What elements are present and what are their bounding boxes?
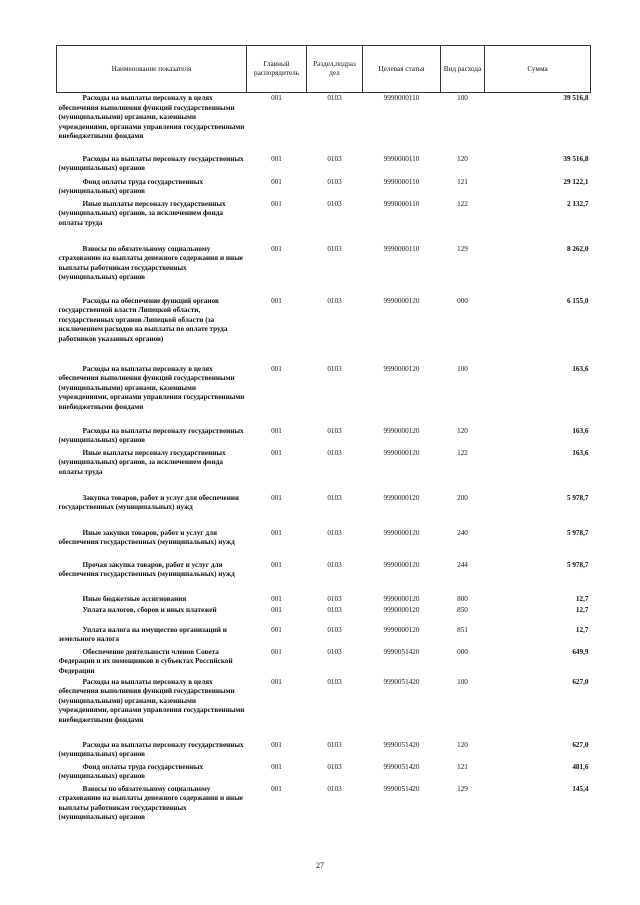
row-expense-type: 120 [457, 154, 468, 163]
row-expense-type: 100 [457, 94, 468, 102]
row-section: 0103 [327, 426, 342, 435]
row-name [57, 494, 247, 529]
row-name-text: Иные закупки товаров, работ и услуг для обеспечения государственных (муниципальных) нужд [58, 528, 235, 547]
row-amount: 163,6 [572, 364, 589, 373]
row-target-article: 9990051420 [383, 647, 420, 656]
row-amount: 2 132,7 [566, 199, 589, 208]
table-row [57, 785, 591, 825]
row-amount: 5 978,7 [566, 528, 589, 537]
row-section: 0103 [327, 296, 342, 305]
row-chief-manager: 001 [271, 493, 282, 502]
row-expense-type: 122 [457, 448, 468, 457]
row-target-article: 9990000120 [383, 594, 420, 603]
row-chief-manager: 001 [271, 426, 282, 435]
row-name [57, 178, 247, 200]
table-row [57, 678, 591, 741]
row-amount: 163,6 [572, 426, 589, 435]
table-row [57, 648, 591, 678]
table-row [57, 561, 591, 595]
row-name-text: Взносы по обязательному социальному страхованию на выплаты денежного содержания и иные выплаты работникам государственных (муниципальных) органов [58, 244, 244, 282]
row-name [57, 763, 247, 785]
row-chief-manager: 001 [271, 677, 282, 686]
table-row [57, 365, 591, 427]
row-name-text: Взносы по обязательному социальному страхованию на выплаты денежного содержания и иные выплаты работникам государственных (муниципальных) органов [58, 784, 244, 822]
row-name [57, 626, 247, 648]
row-target-article: 9990000110 [383, 177, 420, 186]
row-name-text: Расходы на выплаты персоналу государственных (муниципальных) органов [58, 740, 244, 759]
row-expense-type: 000 [457, 647, 468, 656]
row-expense-type: 000 [457, 296, 468, 305]
row-name [57, 365, 247, 427]
row-amount: 481,6 [572, 762, 589, 771]
table-row [57, 245, 591, 297]
row-expense-type: 100 [457, 364, 468, 373]
row-name [57, 785, 247, 825]
row-section: 0103 [327, 625, 342, 634]
row-section: 0103 [327, 244, 342, 253]
row-expense-type: 240 [457, 528, 468, 537]
row-name [57, 200, 247, 245]
row-section: 0103 [327, 528, 342, 537]
row-expense-type: 800 [457, 594, 468, 603]
row-chief-manager: 001 [271, 740, 282, 749]
row-name-text: Закупка товаров, работ и услуг для обеспечения государственных (муниципальных) нужд [58, 493, 239, 512]
row-amount: 39 516,8 [563, 94, 589, 102]
header-amount: Сумма [485, 46, 591, 93]
row-chief-manager: 001 [271, 784, 282, 793]
page-number: 27 [316, 861, 324, 870]
row-name [57, 678, 247, 741]
row-chief-manager: 001 [271, 625, 282, 634]
budget-table [56, 45, 591, 825]
row-name-text: Фонд оплаты труда государственных (муниципальных) органов [58, 762, 204, 781]
row-amount: 29 122,1 [563, 177, 589, 186]
row-section: 0103 [327, 154, 342, 163]
header-section-subsection: Раздел,подраз дел [307, 46, 363, 93]
row-target-article: 9990000120 [383, 364, 420, 373]
row-amount: 627,0 [572, 740, 589, 749]
row-expense-type: 122 [457, 199, 468, 208]
row-amount: 6 155,0 [566, 296, 589, 305]
table-row [57, 494, 591, 529]
row-name-text: Обеспечение деятельности членов Совета Федерации и их помощников в субъектах Российской Федерации [58, 647, 233, 675]
table-row [57, 763, 591, 785]
row-name-text: Прочая закупка товаров, работ и услуг для обеспечения государственных (муниципальных) нужд [58, 560, 235, 579]
row-target-article: 9990051420 [383, 784, 420, 793]
table-row [57, 200, 591, 245]
row-section: 0103 [327, 647, 342, 656]
row-section: 0103 [327, 677, 342, 686]
row-amount: 163,6 [572, 448, 589, 457]
row-expense-type: 851 [457, 625, 468, 634]
row-name [57, 93, 247, 155]
row-name-text: Расходы на выплаты персоналу в целях обеспечения выполнения функций государственными (муниципальными) органами, казенными учреждениями, органами управления государственными внебюджетными фондами [58, 94, 245, 141]
row-amount: 5 978,7 [566, 493, 589, 502]
row-expense-type: 100 [457, 677, 468, 686]
row-chief-manager: 001 [271, 244, 282, 253]
row-target-article: 9990000110 [383, 199, 420, 208]
row-amount: 39 516,8 [563, 154, 589, 163]
table-row [57, 178, 591, 200]
row-name [57, 245, 247, 297]
table-row [57, 427, 591, 449]
row-chief-manager: 001 [271, 560, 282, 569]
row-expense-type: 200 [457, 493, 468, 502]
row-target-article: 9990000110 [383, 94, 420, 102]
row-target-article: 9990000120 [383, 605, 420, 614]
row-name-text: Расходы на выплаты персоналу в целях обеспечения выполнения функций государственными (муниципальными) органами, казенными учреждениями, органами управления государственными внебюджетными фондами [58, 677, 245, 724]
row-target-article: 9990000120 [383, 426, 420, 435]
row-name [57, 297, 247, 365]
header-chief-manager: Главный распорядитель [247, 46, 307, 93]
row-section: 0103 [327, 493, 342, 502]
row-expense-type: 121 [457, 177, 468, 186]
table-row [57, 606, 591, 626]
row-target-article: 9990000120 [383, 296, 420, 305]
row-target-article: 9990051420 [383, 677, 420, 686]
row-section: 0103 [327, 605, 342, 614]
row-amount: 12,7 [575, 605, 589, 614]
row-name [57, 595, 247, 606]
row-name [57, 741, 247, 763]
row-section: 0103 [327, 784, 342, 793]
row-amount: 145,4 [572, 784, 589, 793]
row-section: 0103 [327, 177, 342, 186]
row-chief-manager: 001 [271, 94, 282, 102]
row-chief-manager: 001 [271, 605, 282, 614]
row-chief-manager: 001 [271, 647, 282, 656]
row-section: 0103 [327, 448, 342, 457]
header-indicator-name: Наименование показателя [57, 46, 247, 93]
row-target-article: 9990000120 [383, 560, 420, 569]
row-target-article: 9990000110 [383, 154, 420, 163]
row-name-text: Фонд оплаты труда государственных (муниципальных) органов [58, 177, 204, 196]
row-name [57, 427, 247, 449]
header-expense-type: Вид расхода [441, 46, 485, 93]
table-row [57, 529, 591, 561]
row-chief-manager: 001 [271, 762, 282, 771]
row-section: 0103 [327, 364, 342, 373]
row-amount: 5 978,7 [566, 560, 589, 569]
row-section: 0103 [327, 594, 342, 603]
row-expense-type: 129 [457, 784, 468, 793]
row-expense-type: 129 [457, 244, 468, 253]
row-section: 0103 [327, 560, 342, 569]
row-amount: 12,7 [575, 625, 589, 634]
row-name-text: Расходы на выплаты персоналу государственных (муниципальных) органов [58, 154, 244, 173]
row-name-text: Расходы на обеспечение функций органов государственной власти Липецкой области, государственных органов Липецкой области (за исключением расходов на выплаты по оплате труда работников указанных органов) [58, 296, 228, 343]
row-amount: 649,9 [572, 647, 589, 656]
table-header-row [57, 46, 591, 93]
row-target-article: 9990000120 [383, 448, 420, 457]
header-target-article: Целевая статья [363, 46, 441, 93]
row-amount: 12,7 [575, 594, 589, 603]
row-name [57, 561, 247, 595]
table-row [57, 741, 591, 763]
row-amount: 8 262,0 [566, 244, 589, 253]
row-name-text: Иные бюджетные ассигнования [82, 594, 187, 603]
row-expense-type: 120 [457, 740, 468, 749]
row-amount: 627,0 [572, 677, 589, 686]
row-chief-manager: 001 [271, 448, 282, 457]
row-target-article: 9990000120 [383, 528, 420, 537]
row-expense-type: 120 [457, 426, 468, 435]
row-chief-manager: 001 [271, 199, 282, 208]
row-chief-manager: 001 [271, 594, 282, 603]
row-expense-type: 850 [457, 605, 468, 614]
row-name [57, 449, 247, 494]
row-name-text: Иные выплаты персоналу государственных (муниципальных) органов, за исключением фонда оплаты труда [58, 448, 226, 476]
row-name-text: Расходы на выплаты персоналу государственных (муниципальных) органов [58, 426, 244, 445]
row-target-article: 9990051420 [383, 740, 420, 749]
row-section: 0103 [327, 94, 342, 102]
table-row [57, 297, 591, 365]
row-name [57, 155, 247, 178]
row-chief-manager: 001 [271, 364, 282, 373]
row-chief-manager: 001 [271, 154, 282, 163]
table-row [57, 449, 591, 494]
row-name [57, 529, 247, 561]
table-row [57, 626, 591, 648]
row-target-article: 9990000110 [383, 244, 420, 253]
row-section: 0103 [327, 199, 342, 208]
row-target-article: 9990051420 [383, 762, 420, 771]
row-expense-type: 121 [457, 762, 468, 771]
row-section: 0103 [327, 740, 342, 749]
row-name-text: Уплата налогов, сборов и иных платежей [82, 605, 217, 614]
row-chief-manager: 001 [271, 296, 282, 305]
row-name [57, 606, 247, 626]
row-target-article: 9990000120 [383, 493, 420, 502]
row-expense-type: 244 [457, 560, 468, 569]
row-name [57, 648, 247, 678]
table-row [57, 93, 591, 155]
row-chief-manager: 001 [271, 528, 282, 537]
row-name-text: Уплата налога на имущество организаций и земельного налога [58, 625, 227, 644]
row-section: 0103 [327, 762, 342, 771]
row-name-text: Иные выплаты персоналу государственных (муниципальных) органов, за исключением фонда оплаты труда [58, 199, 226, 227]
row-chief-manager: 001 [271, 177, 282, 186]
table-row [57, 595, 591, 606]
row-target-article: 9990000120 [383, 625, 420, 634]
table-row [57, 155, 591, 178]
row-name-text: Расходы на выплаты персоналу в целях обеспечения выполнения функций государственными (муниципальными) органами, казенными учреждениями, органами управления государственными внебюджетными фондами [58, 364, 245, 411]
